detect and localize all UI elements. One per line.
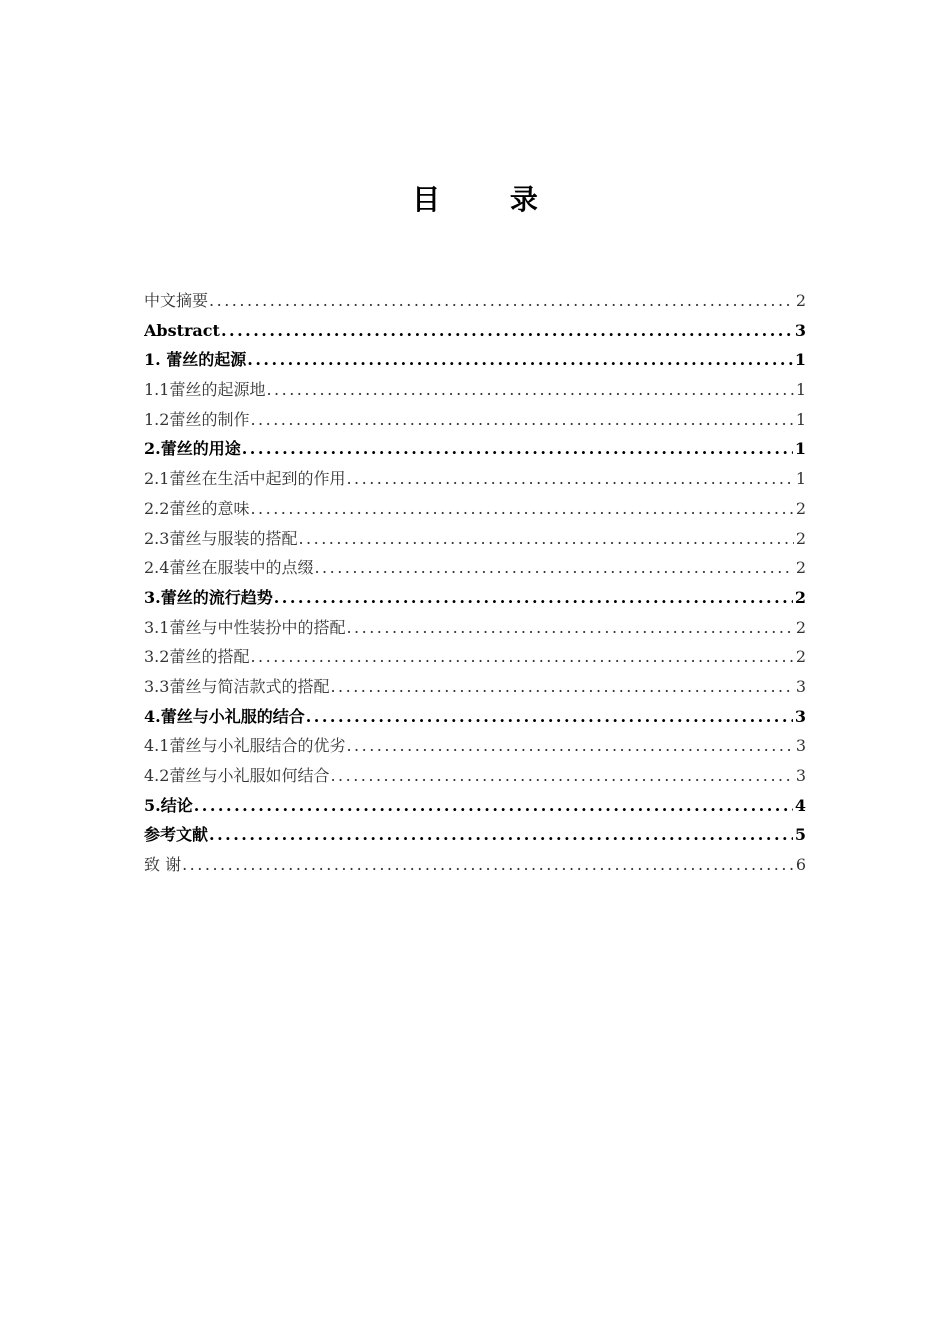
toc-entry-label: 2.1蕾丝在生活中起到的作用 bbox=[144, 469, 346, 489]
page-title: 目 录 bbox=[412, 183, 568, 216]
toc-entry-page-number: 6 bbox=[795, 855, 806, 875]
toc-entry-page-number: 2 bbox=[795, 647, 806, 667]
toc-leader-dots bbox=[274, 583, 793, 613]
toc-entry[interactable] bbox=[144, 434, 806, 464]
toc-entry[interactable] bbox=[144, 613, 806, 643]
toc-entry[interactable] bbox=[144, 345, 806, 375]
toc-entry-label: Abstract bbox=[144, 320, 220, 340]
toc-leader-dots bbox=[221, 316, 793, 346]
toc-entry-page-number: 2 bbox=[795, 558, 806, 578]
toc-leader-dots bbox=[250, 642, 793, 672]
toc-entry-page-number: 1 bbox=[794, 439, 806, 459]
toc-entry[interactable] bbox=[144, 316, 806, 346]
toc-leader-dots bbox=[330, 672, 793, 702]
toc-entry-label: 3.1蕾丝与中性装扮中的搭配 bbox=[144, 617, 346, 637]
toc-entry-label: 5.结论 bbox=[144, 795, 193, 815]
toc-entry-label: 3.蕾丝的流行趋势 bbox=[144, 587, 273, 607]
toc-entry[interactable] bbox=[144, 286, 806, 316]
toc-entry-page-number: 1 bbox=[795, 409, 806, 429]
toc-entry-page-number: 3 bbox=[794, 320, 806, 340]
toc-entry-page-number: 1 bbox=[794, 350, 806, 370]
toc-leader-dots bbox=[266, 375, 793, 405]
toc-entry-page-number: 3 bbox=[794, 706, 806, 726]
toc-leader-dots bbox=[314, 553, 793, 583]
toc-entry-label: 2.4蕾丝在服装中的点缀 bbox=[144, 558, 314, 578]
toc-entry-page-number: 1 bbox=[795, 380, 806, 400]
toc-entry-label: 参考文献 bbox=[144, 825, 209, 845]
toc-entry[interactable] bbox=[144, 583, 806, 613]
toc-entry-label: 1.2蕾丝的制作 bbox=[144, 409, 250, 429]
toc-entry-label: 2.3蕾丝与服装的搭配 bbox=[144, 528, 298, 548]
toc-entry-label: 1.1蕾丝的起源地 bbox=[144, 380, 266, 400]
toc-entry-page-number: 4 bbox=[794, 795, 806, 815]
toc-entry-label: 中文摘要 bbox=[144, 291, 209, 310]
toc-entry-page-number: 2 bbox=[794, 587, 806, 607]
toc-leader-dots bbox=[209, 820, 793, 850]
toc-entry[interactable] bbox=[144, 672, 806, 702]
toc-entry[interactable] bbox=[144, 761, 806, 791]
toc-entry-page-number: 2 bbox=[795, 617, 806, 637]
toc-leader-dots bbox=[182, 850, 794, 880]
toc-entry-page-number: 2 bbox=[795, 291, 806, 310]
toc-entry[interactable] bbox=[144, 820, 806, 850]
toc-leader-dots bbox=[298, 524, 793, 554]
toc-entry-page-number: 2 bbox=[795, 498, 806, 518]
toc-leader-dots bbox=[306, 702, 793, 732]
toc-leader-dots bbox=[250, 405, 793, 435]
toc-entry[interactable] bbox=[144, 405, 806, 435]
toc-leader-dots bbox=[346, 464, 793, 494]
toc-entry-label: 2.2蕾丝的意味 bbox=[144, 498, 250, 518]
toc-leader-dots bbox=[346, 613, 793, 643]
toc-entry-page-number: 5 bbox=[794, 825, 806, 845]
toc-entry[interactable] bbox=[144, 702, 806, 732]
toc-entry[interactable] bbox=[144, 375, 806, 405]
toc-entry[interactable] bbox=[144, 553, 806, 583]
toc-entry-label: 3.2蕾丝的搭配 bbox=[144, 647, 250, 667]
toc-entry[interactable] bbox=[144, 642, 806, 672]
toc-entry-page-number: 1 bbox=[795, 469, 806, 489]
toc-leader-dots bbox=[194, 791, 793, 821]
toc-entry[interactable] bbox=[144, 494, 806, 524]
toc-entry-label: 4.蕾丝与小礼服的结合 bbox=[144, 706, 305, 726]
toc-entry[interactable] bbox=[144, 850, 806, 880]
toc-leader-dots bbox=[250, 494, 793, 524]
toc-entry-page-number: 2 bbox=[795, 528, 806, 548]
toc-entry-label: 1. 蕾丝的起源 bbox=[144, 350, 247, 370]
toc-entry[interactable] bbox=[144, 791, 806, 821]
toc-entry-label: 2.蕾丝的用途 bbox=[144, 439, 241, 459]
toc-entry-label: 3.3蕾丝与简洁款式的搭配 bbox=[144, 676, 330, 696]
toc-entry-label: 致 谢 bbox=[144, 855, 182, 875]
toc-entry[interactable] bbox=[144, 731, 806, 761]
toc-leader-dots bbox=[346, 731, 793, 761]
table-of-contents bbox=[144, 286, 806, 880]
toc-leader-dots bbox=[330, 761, 793, 791]
toc-leader-dots bbox=[247, 345, 793, 375]
toc-entry-label: 4.1蕾丝与小礼服结合的优劣 bbox=[144, 736, 346, 756]
toc-entry-page-number: 3 bbox=[795, 736, 806, 756]
toc-entry[interactable] bbox=[144, 524, 806, 554]
toc-entry-page-number: 3 bbox=[795, 676, 806, 696]
toc-entry[interactable] bbox=[144, 464, 806, 494]
toc-leader-dots bbox=[209, 286, 794, 316]
toc-leader-dots bbox=[242, 434, 793, 464]
toc-entry-label: 4.2蕾丝与小礼服如何结合 bbox=[144, 766, 330, 785]
toc-entry-page-number: 3 bbox=[795, 766, 806, 785]
